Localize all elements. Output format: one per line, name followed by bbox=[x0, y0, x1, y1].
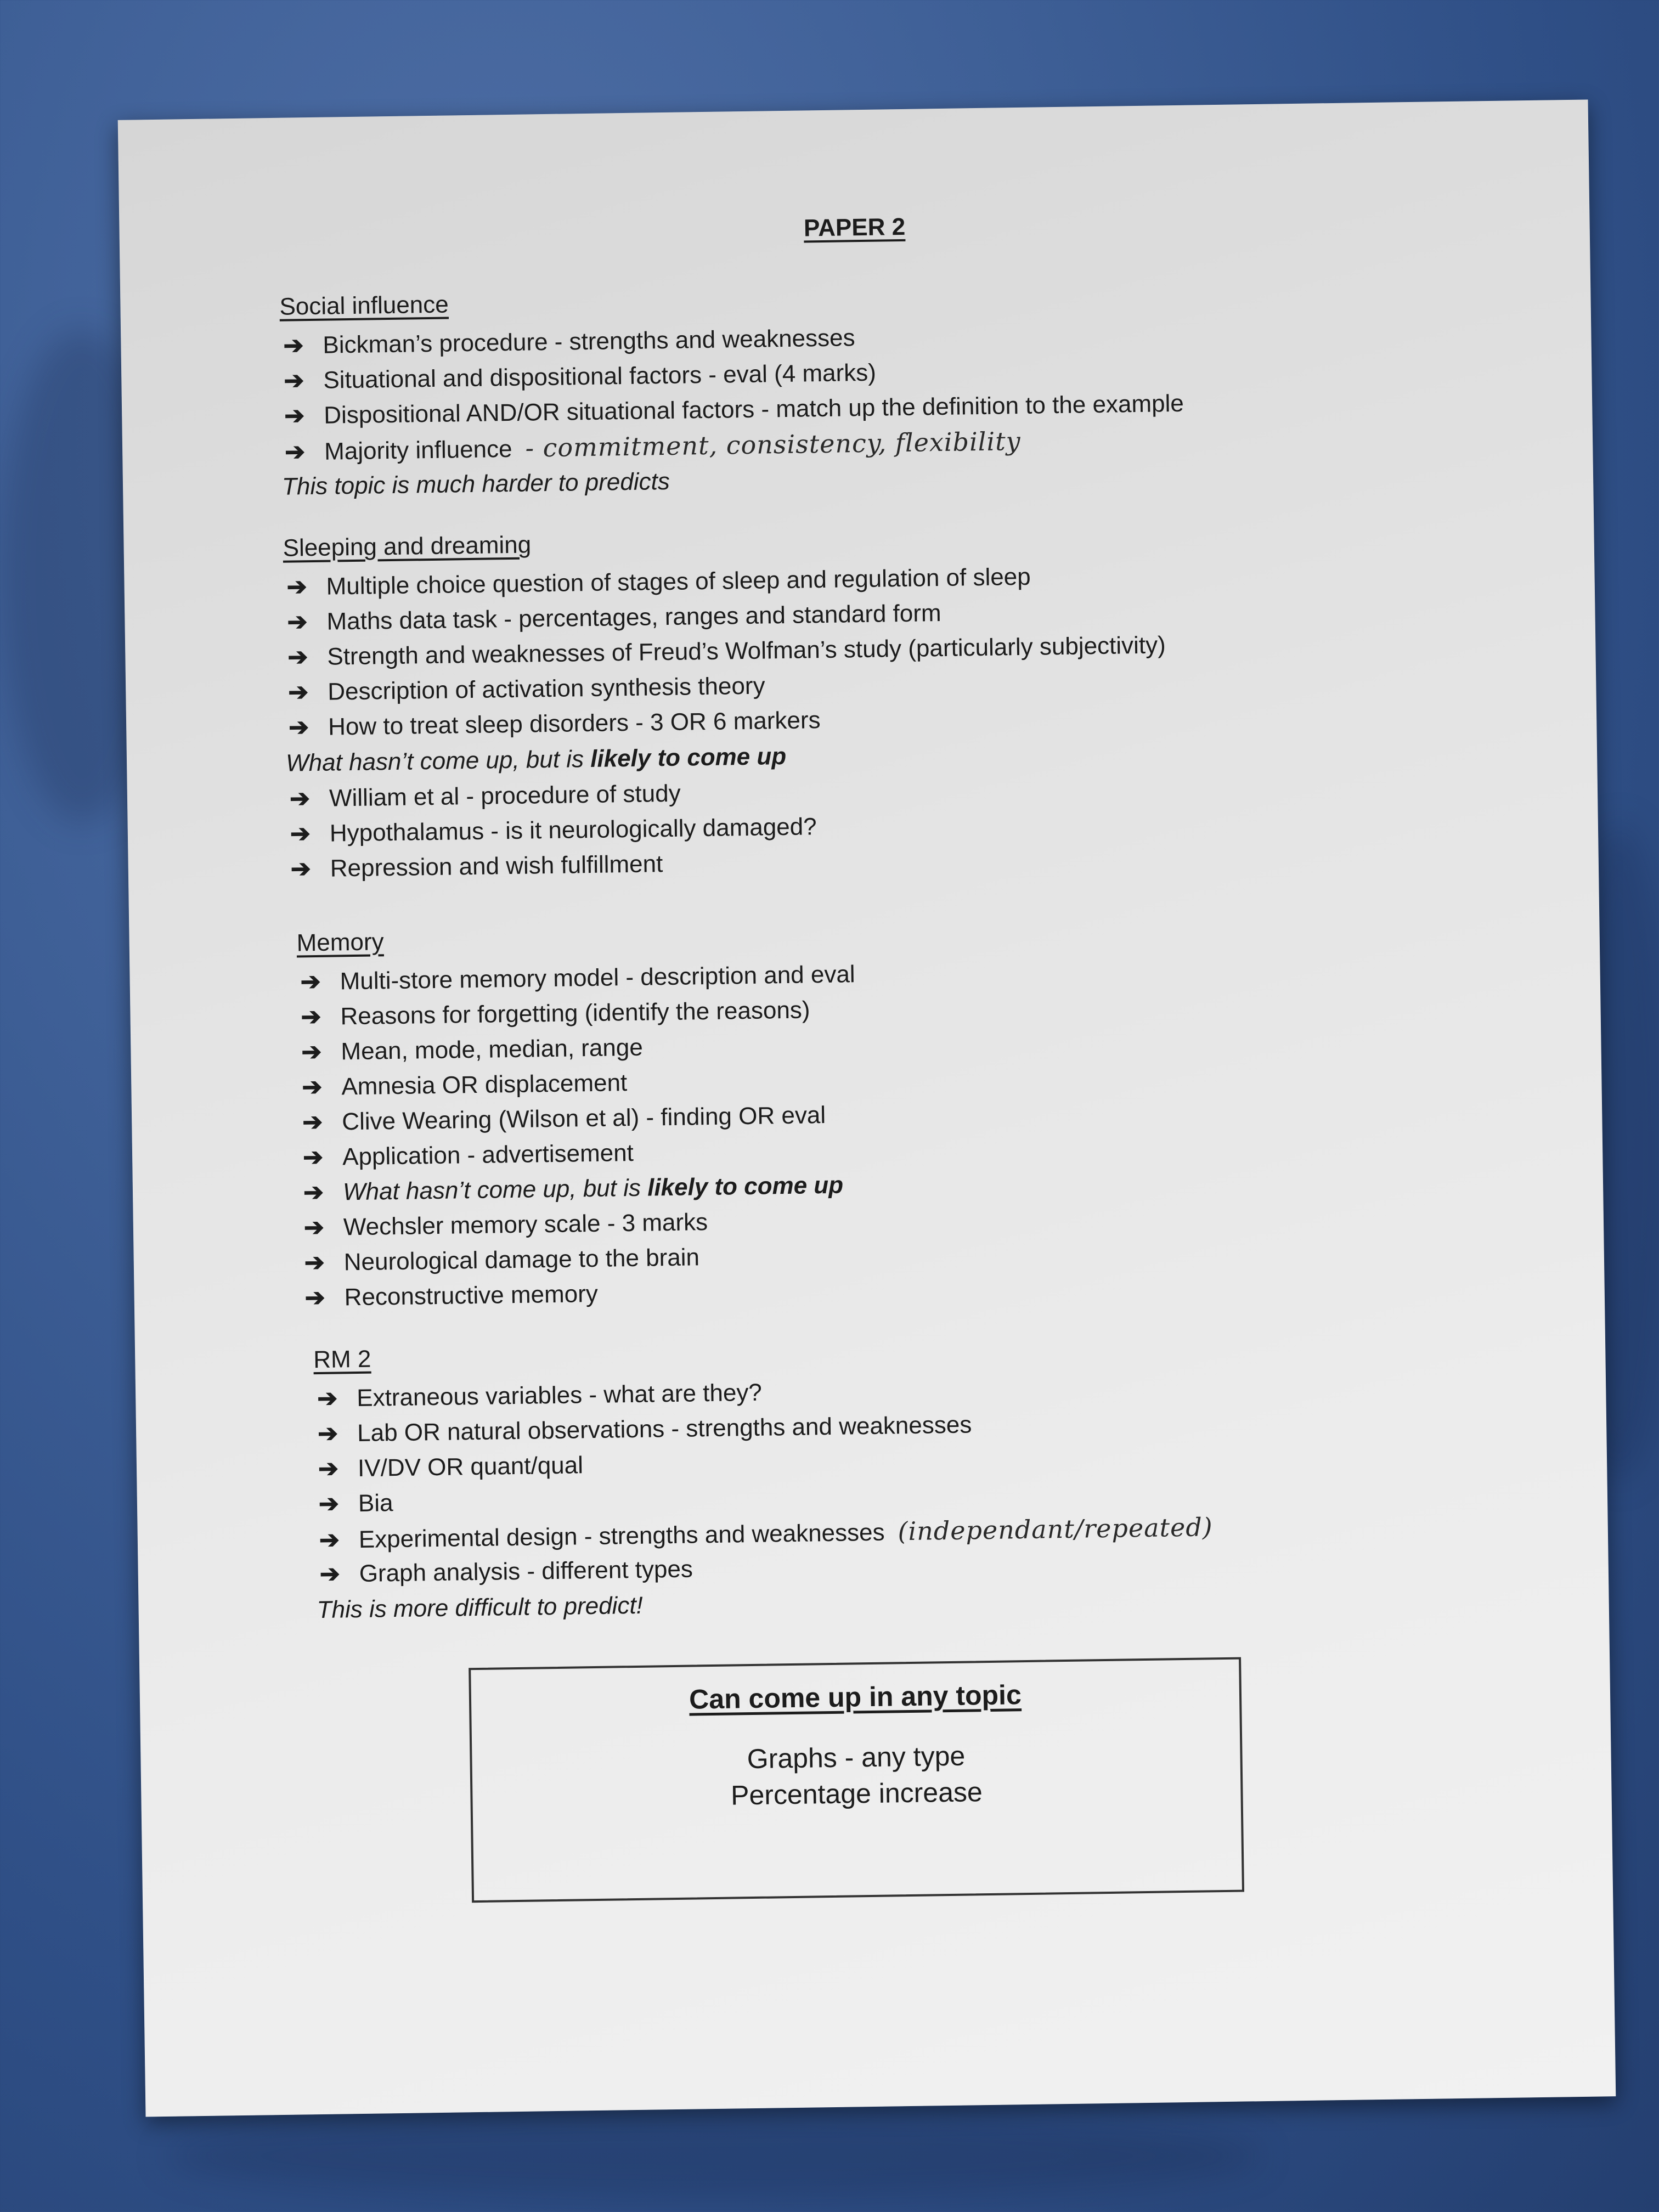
list-item: ➔ IV/DV OR quant/qual bbox=[358, 1439, 1212, 1486]
handwritten-annotation: - commitment, consistency, flexibility bbox=[525, 426, 1021, 463]
list-item: ➔ Experimental design - strengths and weaknesses (independant/repeated) bbox=[358, 1509, 1213, 1556]
list-item: ➔ Extraneous variables - what are they? bbox=[357, 1369, 1211, 1416]
arrow-icon: ➔ bbox=[289, 785, 311, 812]
list-item: ➔ Multiple choice question of stages of sleep and regulation of sleep bbox=[326, 557, 1165, 604]
bullet-list bbox=[297, 957, 860, 1316]
arrow-icon: ➔ bbox=[290, 855, 312, 883]
section-note: What hasn’t come up, but is likely to come up bbox=[285, 742, 787, 777]
arrow-icon: ➔ bbox=[286, 573, 307, 601]
list-item: ➔ Bia bbox=[358, 1474, 1213, 1521]
arrow-icon: ➔ bbox=[301, 1038, 322, 1066]
arrow-icon: ➔ bbox=[303, 1214, 325, 1242]
arrow-icon: ➔ bbox=[290, 820, 311, 848]
section-heading: Social influence bbox=[279, 291, 449, 320]
arrow-icon: ➔ bbox=[318, 1490, 340, 1518]
box-title: Can come up in any topic bbox=[689, 1679, 1022, 1715]
list-item: ➔ Application - advertisement bbox=[342, 1132, 858, 1175]
arrow-icon: ➔ bbox=[317, 1385, 338, 1413]
list-item: ➔ Strength and weaknesses of Freud’s Wolfman’s study (particularly subjectivity) bbox=[327, 628, 1166, 674]
section-memory bbox=[296, 922, 860, 1316]
handwritten-annotation: (independant/repeated) bbox=[898, 1512, 1213, 1547]
arrow-icon: ➔ bbox=[284, 367, 304, 394]
list-item: ➔ Lab OR natural observations - strengths and weaknesses bbox=[357, 1404, 1212, 1451]
arrow-icon: ➔ bbox=[318, 1455, 339, 1483]
section-rm-2 bbox=[313, 1334, 1214, 1628]
list-item: ➔ How to treat sleep disorders - 3 OR 6 markers bbox=[328, 698, 1167, 744]
arrow-icon: ➔ bbox=[304, 1249, 325, 1277]
section-heading: RM 2 bbox=[313, 1345, 371, 1374]
arrow-icon: ➔ bbox=[284, 438, 306, 466]
arrow-icon: ➔ bbox=[288, 714, 309, 741]
bullet-list bbox=[314, 1369, 1214, 1592]
list-item: ➔ Reconstructive memory bbox=[344, 1273, 860, 1315]
arrow-icon: ➔ bbox=[302, 1108, 323, 1136]
list-item: ➔ Hypothalamus - is it neurologically damaged? bbox=[329, 804, 1168, 851]
section-sleeping-and-dreaming bbox=[283, 522, 1169, 887]
paper-sheet bbox=[118, 99, 1616, 2117]
arrow-icon: ➔ bbox=[302, 1073, 323, 1101]
list-item: ➔ William et al - procedure of study bbox=[329, 769, 1168, 816]
list-item: ➔ Bickman’s procedure - strengths and weaknesses bbox=[323, 316, 1183, 363]
arrow-icon: ➔ bbox=[283, 332, 304, 359]
list-item: ➔ Reasons for forgetting (identify the reasons) bbox=[340, 992, 856, 1034]
list-item: ➔ Description of activation synthesis theory bbox=[328, 663, 1166, 709]
list-item: ➔ What hasn’t come up, but is likely to come up bbox=[343, 1167, 859, 1210]
arrow-icon: ➔ bbox=[302, 1143, 324, 1171]
bullet-list bbox=[283, 557, 1167, 745]
section-note: This topic is much harder to predicts bbox=[281, 467, 670, 500]
list-item: ➔ Amnesia OR displacement bbox=[341, 1062, 857, 1104]
arrow-icon: ➔ bbox=[284, 402, 305, 430]
list-item: ➔ Mean, mode, median, range bbox=[341, 1027, 856, 1069]
list-item: ➔ Maths data task - percentages, ranges and standard form bbox=[326, 592, 1165, 639]
arrow-icon: ➔ bbox=[287, 644, 308, 671]
list-item: ➔ Situational and dispositional factors - eval (4 marks) bbox=[323, 351, 1183, 398]
bullet-list bbox=[280, 316, 1184, 469]
box-line: Graphs - any type bbox=[747, 1740, 966, 1775]
bullet-list bbox=[286, 769, 1169, 887]
arrow-icon: ➔ bbox=[319, 1526, 340, 1554]
arrow-icon: ➔ bbox=[319, 1560, 340, 1588]
fabric-fold bbox=[165, 2112, 1262, 2200]
section-heading: Memory bbox=[296, 928, 384, 957]
any-topic-box bbox=[469, 1657, 1244, 1903]
section-social-influence bbox=[279, 281, 1185, 505]
list-item: ➔ Graph analysis - different types bbox=[359, 1544, 1214, 1592]
arrow-icon: ➔ bbox=[287, 608, 308, 636]
box-line: Percentage increase bbox=[730, 1776, 983, 1811]
section-note: This is more difficult to predict! bbox=[317, 1592, 644, 1624]
arrow-icon: ➔ bbox=[300, 968, 321, 996]
arrow-icon: ➔ bbox=[301, 1003, 321, 1031]
list-item: ➔ Majority influence - commitment, consistency, flexibility bbox=[324, 421, 1184, 469]
arrow-icon: ➔ bbox=[303, 1178, 324, 1206]
list-item: ➔ Dispositional AND/OR situational factors - match up the definition to the example bbox=[324, 386, 1184, 433]
arrow-icon: ➔ bbox=[304, 1284, 325, 1312]
list-item: ➔ Repression and wish fulfillment bbox=[330, 839, 1169, 886]
list-item: ➔ Clive Wearing (Wilson et al) - finding OR eval bbox=[342, 1097, 857, 1139]
section-heading: Sleeping and dreaming bbox=[283, 531, 532, 562]
page-title: PAPER 2 bbox=[803, 213, 906, 242]
arrow-icon: ➔ bbox=[317, 1420, 338, 1448]
list-item: ➔ Neurological damage to the brain bbox=[343, 1238, 859, 1280]
arrow-icon: ➔ bbox=[287, 679, 309, 706]
list-item: ➔ Wechsler memory scale - 3 marks bbox=[343, 1203, 859, 1245]
list-item: ➔ Multi-store memory model - description and eval bbox=[340, 957, 855, 999]
